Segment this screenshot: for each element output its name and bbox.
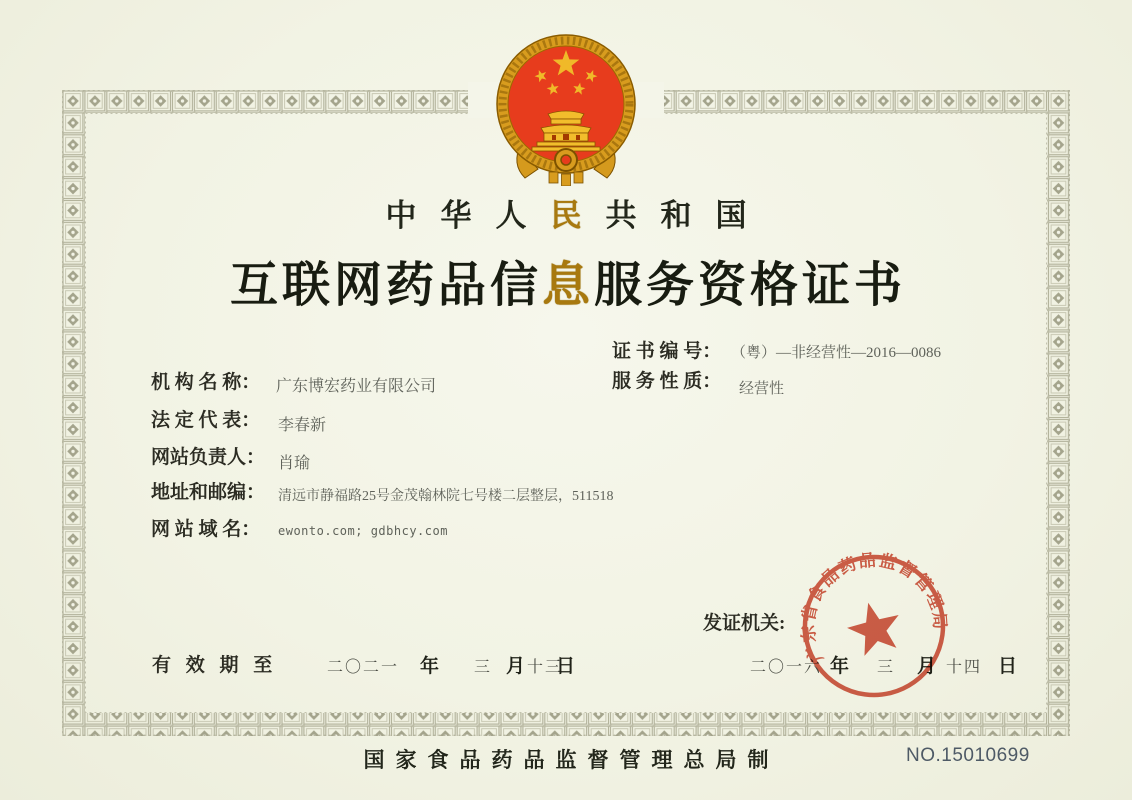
issuer-label: 发证机关:: [703, 613, 786, 634]
domain-value: ewonto.com; gdbhcy.com: [278, 524, 448, 538]
site-manager-label: 网站负责人：: [151, 447, 266, 468]
country-accent-char: 民: [550, 198, 606, 233]
validity-day: 十三: [527, 659, 564, 676]
issue-day-unit: 日: [998, 656, 1018, 677]
org-name-value: 广东博宏药业有限公司: [276, 378, 437, 395]
country-name: [0, 190, 1132, 235]
title-accent-char: 息: [541, 259, 594, 312]
issue-year: 二〇一六: [750, 659, 823, 676]
legal-rep-label: 法 定 代 表：: [151, 410, 261, 431]
legal-rep-value: 李春新: [278, 417, 327, 434]
seal-text: 广东省食品药品监督管理局: [798, 550, 950, 666]
title-post: 服务资格证书: [594, 259, 907, 312]
seal-star-icon: [842, 596, 906, 658]
org-name-label: 机 构 名 称：: [151, 372, 261, 393]
issue-month: 三: [877, 659, 896, 676]
certificate-title: [0, 246, 1132, 315]
serial-number: NO.15010699: [906, 745, 1030, 766]
address-zip-value: 清远市静福路25号金茂翰林院七号楼二层整层，511518: [278, 489, 614, 504]
issue-month-unit: 月: [917, 656, 937, 677]
site-manager-value: 肖瑜: [278, 455, 311, 472]
cert-number-value: （粤）—非经营性—2016—0086: [731, 345, 942, 361]
issue-year-unit: 年: [830, 656, 850, 677]
validity-year-unit: 年: [420, 656, 440, 677]
title-pre: 互联网药品信: [229, 259, 542, 312]
national-emblem-icon: [491, 26, 641, 186]
domain-label: 网 站 域 名：: [151, 519, 261, 540]
service-nature-label: 服 务 性 质：: [612, 371, 722, 392]
country-pre: 中华人: [385, 198, 551, 233]
validity-year: 二〇二一: [327, 659, 400, 676]
validity-month-unit: 月: [506, 656, 526, 677]
address-zip-label: 地址和邮编：: [151, 482, 266, 503]
country-post: 共和国: [605, 198, 771, 233]
validity-month: 三: [474, 659, 493, 676]
cert-number-label: 证 书 编 号：: [612, 341, 722, 362]
issue-day: 十四: [946, 659, 983, 676]
service-nature-value: 经营性: [739, 381, 785, 397]
validity-label: 有 效 期 至: [152, 655, 278, 676]
validity-day-unit: 日: [556, 656, 576, 677]
issuing-bureau-footer: 国家食品药品监督管理总局制: [363, 748, 780, 772]
